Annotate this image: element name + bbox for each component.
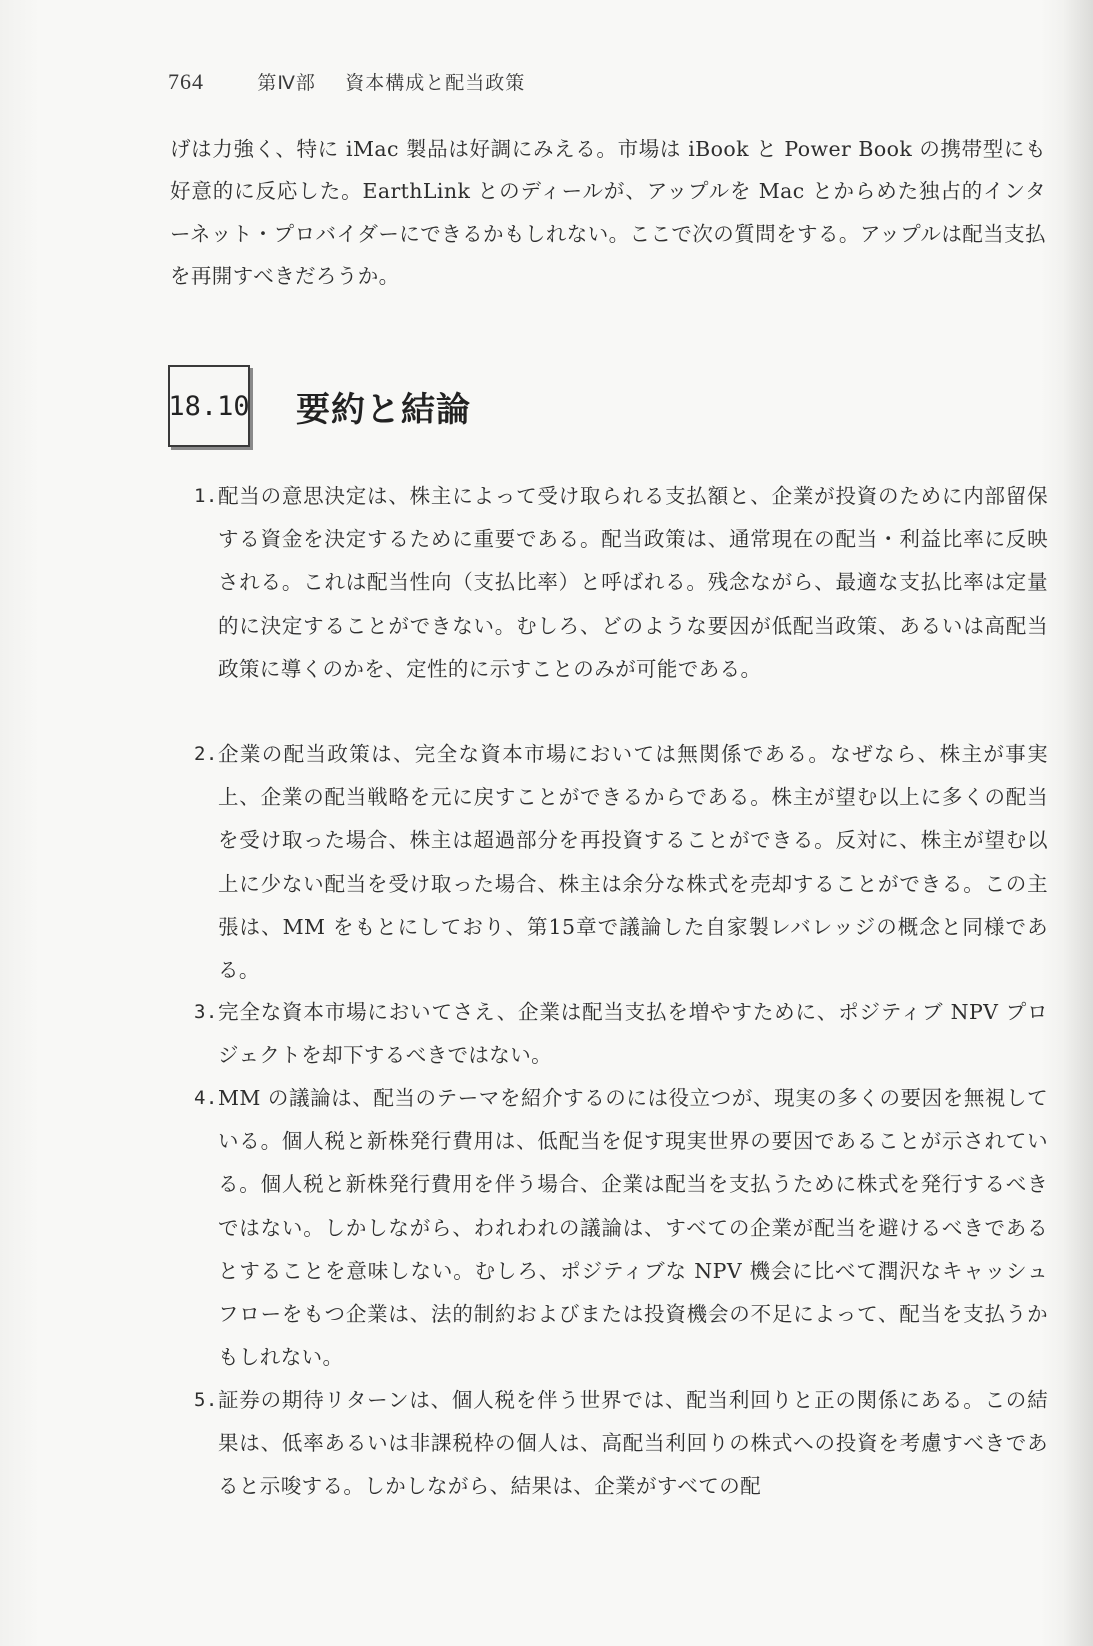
intro-paragraph: げは力強く、特に iMac 製品は好調にみえる。市場は iBook と Power Book の携帯型にも好意的に反応した。EarthLink とのディールが、アップルを Mac とからめた独占的インターネット・プロバイダーにできるかもしれない。ここで次の質問をする。アップルは配当支払を再開すべきだろうか。 bbox=[170, 137, 1046, 288]
item-number: 4. bbox=[194, 1087, 218, 1109]
summary-item bbox=[196, 991, 1048, 1077]
item-text: 証券の期待リターンは、個人税を伴う世界では、配当利回りと正の関係にある。この結果は、低率あるいは非課税枠の個人は、高配当利回りの株式への投資を考慮すべきであると示唆する。しかしながら、結果は、企業がすべての配 bbox=[218, 1388, 1048, 1499]
summary-item bbox=[196, 1077, 1048, 1379]
item-number: 2. bbox=[194, 743, 218, 765]
item-number: 1. bbox=[194, 485, 218, 507]
page-number: 764 bbox=[168, 69, 204, 94]
item-text: 配当の意思決定は、株主によって受け取られる支払額と、企業が投資のために内部留保する資金を決定するために重要である。配当政策は、通常現在の配当・利益比率に反映される。これは配当性向（支払比率）と呼ばれる。残念ながら、最適な支払比率は定量的に決定することができない。むしろ、どのような要因が低配当政策、あるいは高配当政策に導くのかを、定性的に示すことのみが可能である。 bbox=[218, 484, 1048, 681]
part-label: 第Ⅳ部 bbox=[257, 72, 316, 94]
running-header bbox=[168, 68, 525, 95]
section-heading bbox=[168, 366, 471, 446]
item-number: 5. bbox=[194, 1389, 218, 1411]
chapter-title: 資本構成と配当政策 bbox=[345, 72, 526, 94]
summary-item bbox=[196, 475, 1048, 733]
page-spine-shadow bbox=[1063, 0, 1093, 1646]
section-number-box: 18.10 bbox=[168, 365, 250, 447]
section-title: 要約と結論 bbox=[296, 389, 471, 430]
summary-item bbox=[196, 733, 1048, 991]
summary-item bbox=[196, 1379, 1048, 1509]
summary-list bbox=[196, 475, 1048, 1509]
item-number: 3. bbox=[194, 1001, 218, 1023]
item-text: MM の議論は、配当のテーマを紹介するのには役立つが、現実の多くの要因を無視している。個人税と新株発行費用は、低配当を促す現実世界の要因であることが示されている。個人税と新株発行費用を伴う場合、企業は配当を支払うために株式を発行するべきではない。しかしながら、われわれの議論は、すべての企業が配当を避けるべきであるとすることを意味しない。むしろ、ポジティブな NPV 機会に比べて潤沢なキャッシュフローをもつ企業は、法的制約およびまたは投資機会の不足によって、配当を支払うかもしれない。 bbox=[218, 1086, 1048, 1370]
item-text: 企業の配当政策は、完全な資本市場においては無関係である。なぜなら、株主が事実上、企業の配当戦略を元に戻すことができるからである。株主が望む以上に多くの配当を受け取った場合、株主は超過部分を再投資することができる。反対に、株主が望む以上に少ない配当を受け取った場合、株主は余分な株式を売却することができる。この主張は、MM をもとにしており、第15章で議論した自家製レバレッジの概念と同様である。 bbox=[218, 742, 1048, 983]
item-text: 完全な資本市場においてさえ、企業は配当支払を増やすために、ポジティブ NPV プロジェクトを却下するべきではない。 bbox=[218, 1000, 1048, 1068]
